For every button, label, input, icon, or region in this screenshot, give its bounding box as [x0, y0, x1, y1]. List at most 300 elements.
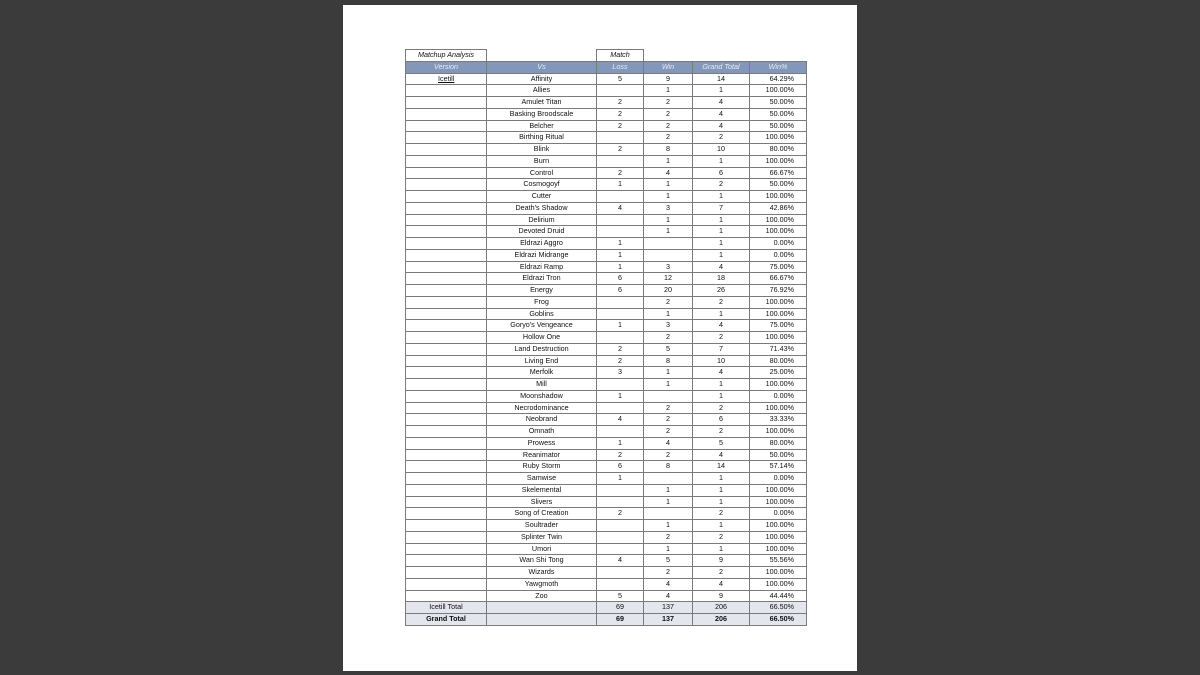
win-pct-cell: 100.00%: [750, 296, 807, 308]
table-row: [406, 520, 807, 532]
vs-cell: Birthing Ritual: [487, 132, 597, 144]
win-cell: 2: [644, 567, 693, 579]
vs-cell: Cutter: [487, 191, 597, 203]
total-cell: 1: [693, 214, 750, 226]
vs-cell: Splinter Twin: [487, 531, 597, 543]
table-row: [406, 308, 807, 320]
loss-cell: 6: [597, 461, 644, 473]
win-cell: 2: [644, 449, 693, 461]
win-pct-cell: 100.00%: [750, 426, 807, 438]
loss-cell: 4: [597, 555, 644, 567]
vs-cell: Reanimator: [487, 449, 597, 461]
win-cell: 2: [644, 120, 693, 132]
vs-cell: Umori: [487, 543, 597, 555]
header-loss: Loss: [597, 61, 644, 73]
total-cell: 1: [693, 191, 750, 203]
win-pct-cell: 66.67%: [750, 167, 807, 179]
vs-cell: Zoo: [487, 590, 597, 602]
total-cell: 4: [693, 320, 750, 332]
table-row: [406, 214, 807, 226]
version-cell: [406, 155, 487, 167]
win-pct-cell: 71.43%: [750, 343, 807, 355]
table-row: [406, 320, 807, 332]
loss-cell: [597, 426, 644, 438]
win-cell: 4: [644, 590, 693, 602]
win-cell: [644, 249, 693, 261]
total-cell: 1: [693, 543, 750, 555]
vs-cell: Omnath: [487, 426, 597, 438]
table-row: [406, 390, 807, 402]
total-cell: 2: [693, 402, 750, 414]
total-win-cell: 137: [644, 614, 693, 626]
table-row: [406, 120, 807, 132]
win-pct-cell: 64.29%: [750, 73, 807, 85]
vs-cell: Slivers: [487, 496, 597, 508]
version-cell: [406, 285, 487, 297]
total-cell: 4: [693, 578, 750, 590]
total-cell: 1: [693, 85, 750, 97]
table-row: [406, 155, 807, 167]
loss-cell: 2: [597, 167, 644, 179]
loss-cell: 2: [597, 108, 644, 120]
vs-cell: Mill: [487, 379, 597, 391]
vs-cell: Frog: [487, 296, 597, 308]
table-row: [406, 202, 807, 214]
version-cell: [406, 343, 487, 355]
win-pct-cell: 33.33%: [750, 414, 807, 426]
version-cell: [406, 85, 487, 97]
table-row: [406, 437, 807, 449]
loss-cell: [597, 379, 644, 391]
total-label-cell: Grand Total: [406, 614, 487, 626]
win-cell: 1: [644, 226, 693, 238]
table-row: [406, 590, 807, 602]
total-loss-cell: 69: [597, 614, 644, 626]
loss-cell: [597, 496, 644, 508]
win-pct-cell: 100.00%: [750, 226, 807, 238]
loss-cell: [597, 155, 644, 167]
loss-cell: [597, 132, 644, 144]
total-cell: 1: [693, 226, 750, 238]
total-cell: 6: [693, 167, 750, 179]
win-pct-cell: 100.00%: [750, 214, 807, 226]
table-row: [406, 226, 807, 238]
loss-cell: [597, 567, 644, 579]
total-cell: 18: [693, 273, 750, 285]
total-pct-cell: 66.50%: [750, 614, 807, 626]
loss-cell: 5: [597, 73, 644, 85]
vs-cell: Living End: [487, 355, 597, 367]
win-pct-cell: 50.00%: [750, 120, 807, 132]
header-grand-total: Grand Total: [693, 61, 750, 73]
vs-cell: Allies: [487, 85, 597, 97]
total-cell: 2: [693, 132, 750, 144]
table-row: [406, 285, 807, 297]
win-pct-cell: 100.00%: [750, 402, 807, 414]
win-cell: 9: [644, 73, 693, 85]
table-row: [406, 484, 807, 496]
total-total-cell: 206: [693, 614, 750, 626]
win-cell: 4: [644, 578, 693, 590]
win-pct-cell: 100.00%: [750, 578, 807, 590]
loss-cell: 1: [597, 249, 644, 261]
table-row: [406, 132, 807, 144]
loss-cell: 1: [597, 179, 644, 191]
total-cell: 1: [693, 249, 750, 261]
version-cell: [406, 590, 487, 602]
total-cell: 4: [693, 120, 750, 132]
win-pct-cell: 100.00%: [750, 543, 807, 555]
version-cell: [406, 355, 487, 367]
loss-cell: 4: [597, 414, 644, 426]
version-cell: [406, 367, 487, 379]
table-row: [406, 496, 807, 508]
total-vs-cell: [487, 614, 597, 626]
loss-cell: 2: [597, 508, 644, 520]
table-row: [406, 167, 807, 179]
table-row: [406, 249, 807, 261]
win-pct-cell: 50.00%: [750, 449, 807, 461]
table-row: [406, 179, 807, 191]
total-cell: 5: [693, 437, 750, 449]
version-total-row: [406, 602, 807, 614]
version-cell: [406, 379, 487, 391]
loss-cell: 1: [597, 261, 644, 273]
table-row: [406, 449, 807, 461]
total-cell: 6: [693, 414, 750, 426]
win-pct-cell: 76.92%: [750, 285, 807, 297]
win-pct-cell: 55.56%: [750, 555, 807, 567]
win-pct-cell: 75.00%: [750, 320, 807, 332]
total-cell: 1: [693, 473, 750, 485]
win-cell: 4: [644, 167, 693, 179]
win-cell: 8: [644, 461, 693, 473]
total-cell: 10: [693, 355, 750, 367]
version-cell: [406, 214, 487, 226]
win-cell: 1: [644, 367, 693, 379]
loss-cell: 3: [597, 367, 644, 379]
loss-cell: [597, 191, 644, 203]
table-row: [406, 414, 807, 426]
vs-cell: Moonshadow: [487, 390, 597, 402]
table-row: [406, 379, 807, 391]
win-pct-cell: 25.00%: [750, 367, 807, 379]
vs-cell: Eldrazi Midrange: [487, 249, 597, 261]
loss-cell: 1: [597, 437, 644, 449]
version-cell: [406, 167, 487, 179]
total-cell: 14: [693, 73, 750, 85]
total-cell: 2: [693, 426, 750, 438]
win-cell: [644, 238, 693, 250]
win-pct-cell: 0.00%: [750, 473, 807, 485]
win-pct-cell: 80.00%: [750, 144, 807, 156]
total-cell: 1: [693, 308, 750, 320]
win-cell: [644, 508, 693, 520]
vs-cell: Eldrazi Tron: [487, 273, 597, 285]
table-row: [406, 296, 807, 308]
win-pct-cell: 100.00%: [750, 308, 807, 320]
header-win-pct: Win%: [750, 61, 807, 73]
vs-cell: Neobrand: [487, 414, 597, 426]
version-cell: [406, 132, 487, 144]
table-row: [406, 343, 807, 355]
total-cell: 4: [693, 108, 750, 120]
table-row: [406, 73, 807, 85]
loss-cell: 5: [597, 590, 644, 602]
vs-cell: Wizards: [487, 567, 597, 579]
table-row: [406, 461, 807, 473]
version-cell: [406, 508, 487, 520]
grand-total-row: [406, 614, 807, 626]
win-cell: 1: [644, 85, 693, 97]
win-pct-cell: 100.00%: [750, 484, 807, 496]
vs-cell: Prowess: [487, 437, 597, 449]
total-cell: 2: [693, 508, 750, 520]
vs-cell: Control: [487, 167, 597, 179]
version-cell: [406, 320, 487, 332]
win-pct-cell: 100.00%: [750, 496, 807, 508]
win-pct-cell: 0.00%: [750, 390, 807, 402]
win-pct-cell: 80.00%: [750, 437, 807, 449]
table-row: [406, 567, 807, 579]
win-cell: 20: [644, 285, 693, 297]
total-cell: 4: [693, 367, 750, 379]
version-cell: [406, 496, 487, 508]
version-cell: [406, 461, 487, 473]
match-label: Match: [597, 50, 644, 62]
vs-cell: Affinity: [487, 73, 597, 85]
win-cell: 2: [644, 296, 693, 308]
total-win-cell: 137: [644, 602, 693, 614]
table-row: [406, 555, 807, 567]
loss-cell: 1: [597, 390, 644, 402]
loss-cell: 2: [597, 144, 644, 156]
total-pct-cell: 66.50%: [750, 602, 807, 614]
version-cell: [406, 426, 487, 438]
header-version: Version: [406, 61, 487, 73]
vs-cell: Goryo's Vengeance: [487, 320, 597, 332]
header-vs: Vs: [487, 61, 597, 73]
win-pct-cell: 44.44%: [750, 590, 807, 602]
vs-cell: Burn: [487, 155, 597, 167]
vs-cell: Goblins: [487, 308, 597, 320]
win-cell: 1: [644, 308, 693, 320]
win-pct-cell: 100.00%: [750, 567, 807, 579]
table-row: [406, 367, 807, 379]
loss-cell: 1: [597, 320, 644, 332]
total-cell: 2: [693, 332, 750, 344]
version-cell: [406, 473, 487, 485]
version-cell: [406, 261, 487, 273]
version-cell: [406, 543, 487, 555]
win-pct-cell: 80.00%: [750, 355, 807, 367]
version-cell: [406, 191, 487, 203]
win-pct-cell: 50.00%: [750, 97, 807, 109]
loss-cell: 6: [597, 285, 644, 297]
version-cell: [406, 249, 487, 261]
total-cell: 4: [693, 449, 750, 461]
win-cell: 1: [644, 484, 693, 496]
win-cell: 3: [644, 261, 693, 273]
report-title: Matchup Analysis: [406, 50, 487, 62]
header-win: Win: [644, 61, 693, 73]
win-cell: 5: [644, 555, 693, 567]
version-cell: [406, 520, 487, 532]
loss-cell: [597, 226, 644, 238]
win-pct-cell: 50.00%: [750, 108, 807, 120]
win-cell: 2: [644, 332, 693, 344]
version-cell: [406, 97, 487, 109]
version-cell: [406, 531, 487, 543]
win-cell: 4: [644, 437, 693, 449]
total-cell: 14: [693, 461, 750, 473]
loss-cell: [597, 531, 644, 543]
win-cell: 1: [644, 214, 693, 226]
loss-cell: 6: [597, 273, 644, 285]
win-pct-cell: 66.67%: [750, 273, 807, 285]
win-cell: 12: [644, 273, 693, 285]
vs-cell: Devoted Druid: [487, 226, 597, 238]
win-pct-cell: 100.00%: [750, 531, 807, 543]
win-pct-cell: 100.00%: [750, 85, 807, 97]
table-row: [406, 426, 807, 438]
win-cell: 1: [644, 155, 693, 167]
version-cell: [406, 578, 487, 590]
version-cell: [406, 555, 487, 567]
table-row: [406, 144, 807, 156]
loss-cell: [597, 308, 644, 320]
vs-cell: Delirium: [487, 214, 597, 226]
win-pct-cell: 50.00%: [750, 179, 807, 191]
win-pct-cell: 0.00%: [750, 508, 807, 520]
version-cell: [406, 308, 487, 320]
table-row: [406, 273, 807, 285]
document-page: [343, 5, 857, 671]
matchup-pivot-table: [405, 49, 807, 626]
table-row: [406, 473, 807, 485]
version-cell: [406, 202, 487, 214]
table-row: [406, 261, 807, 273]
table-row: [406, 578, 807, 590]
win-pct-cell: 42.86%: [750, 202, 807, 214]
total-cell: 4: [693, 97, 750, 109]
vs-cell: Eldrazi Aggro: [487, 238, 597, 250]
version-cell: [406, 332, 487, 344]
win-cell: 8: [644, 144, 693, 156]
header-row: [406, 61, 807, 73]
loss-cell: [597, 484, 644, 496]
win-cell: 2: [644, 426, 693, 438]
win-pct-cell: 100.00%: [750, 191, 807, 203]
total-cell: 7: [693, 202, 750, 214]
loss-cell: [597, 578, 644, 590]
total-cell: 26: [693, 285, 750, 297]
vs-cell: Wan Shi Tong: [487, 555, 597, 567]
loss-cell: 2: [597, 355, 644, 367]
version-cell: [406, 273, 487, 285]
vs-cell: Skelemental: [487, 484, 597, 496]
win-cell: [644, 390, 693, 402]
version-cell: [406, 73, 487, 85]
win-pct-cell: 0.00%: [750, 249, 807, 261]
total-cell: 4: [693, 261, 750, 273]
vs-cell: Death's Shadow: [487, 202, 597, 214]
loss-cell: [597, 85, 644, 97]
loss-cell: 2: [597, 97, 644, 109]
vs-cell: Merfolk: [487, 367, 597, 379]
total-total-cell: 206: [693, 602, 750, 614]
version-cell: [406, 437, 487, 449]
vs-cell: Ruby Storm: [487, 461, 597, 473]
version-name: Icetill: [438, 73, 455, 83]
total-cell: 2: [693, 296, 750, 308]
loss-cell: 4: [597, 202, 644, 214]
loss-cell: 1: [597, 238, 644, 250]
win-cell: 1: [644, 191, 693, 203]
version-cell: [406, 484, 487, 496]
total-loss-cell: 69: [597, 602, 644, 614]
vs-cell: Blink: [487, 144, 597, 156]
total-vs-cell: [487, 602, 597, 614]
win-cell: 3: [644, 202, 693, 214]
vs-cell: Amulet Titan: [487, 97, 597, 109]
loss-cell: 2: [597, 343, 644, 355]
version-cell: [406, 238, 487, 250]
total-cell: 10: [693, 144, 750, 156]
vs-cell: Eldrazi Ramp: [487, 261, 597, 273]
table-row: [406, 191, 807, 203]
total-cell: 1: [693, 390, 750, 402]
win-cell: 2: [644, 402, 693, 414]
table-row: [406, 402, 807, 414]
version-cell: [406, 296, 487, 308]
loss-cell: 2: [597, 120, 644, 132]
table-row: [406, 355, 807, 367]
table-row: [406, 332, 807, 344]
win-pct-cell: 100.00%: [750, 379, 807, 391]
loss-cell: [597, 214, 644, 226]
win-pct-cell: 0.00%: [750, 238, 807, 250]
win-cell: 3: [644, 320, 693, 332]
total-cell: 7: [693, 343, 750, 355]
table-row: [406, 508, 807, 520]
vs-cell: Necrodominance: [487, 402, 597, 414]
table-row: [406, 85, 807, 97]
version-cell: [406, 414, 487, 426]
table-row: [406, 97, 807, 109]
vs-cell: Song of Creation: [487, 508, 597, 520]
total-cell: 1: [693, 379, 750, 391]
win-cell: 5: [644, 343, 693, 355]
win-cell: 1: [644, 379, 693, 391]
loss-cell: [597, 402, 644, 414]
version-cell: [406, 449, 487, 461]
total-cell: 2: [693, 531, 750, 543]
win-cell: [644, 473, 693, 485]
loss-cell: [597, 543, 644, 555]
win-pct-cell: 100.00%: [750, 155, 807, 167]
version-cell: [406, 226, 487, 238]
loss-cell: [597, 520, 644, 532]
win-pct-cell: 100.00%: [750, 132, 807, 144]
vs-cell: Yawgmoth: [487, 578, 597, 590]
version-cell: [406, 390, 487, 402]
loss-cell: [597, 296, 644, 308]
win-pct-cell: 100.00%: [750, 332, 807, 344]
total-cell: 1: [693, 238, 750, 250]
win-cell: 2: [644, 108, 693, 120]
vs-cell: Cosmogoyf: [487, 179, 597, 191]
